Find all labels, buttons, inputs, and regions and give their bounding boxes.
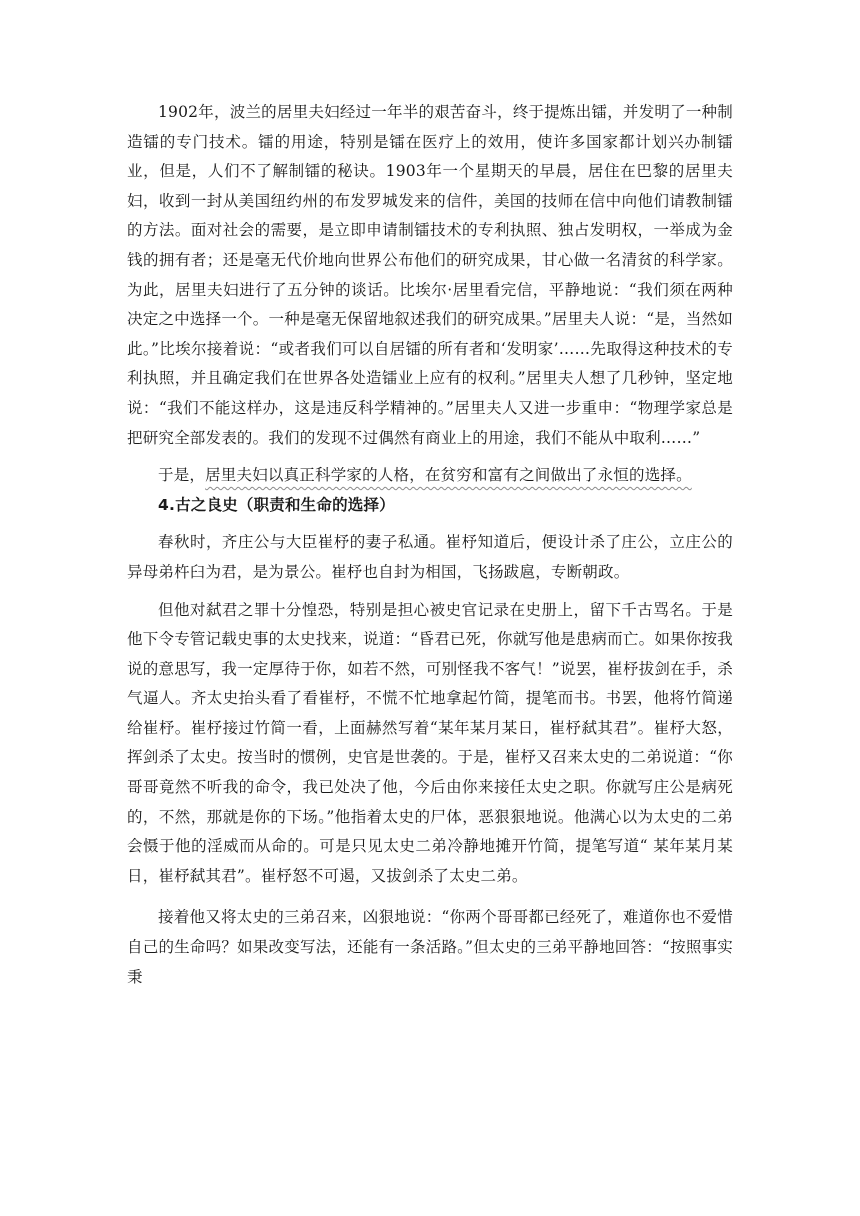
paragraph-curie-story: 1902年，波兰的居里夫妇经过一年半的艰苦奋斗，终于提炼出镭，并发明了一种制造镭的专门技术。镭的用途，特别是镭在医疗上的效用，使许多国家都计划兴办制镭业，但是，人们不了解制镭的秘诀。1903年一个星期天的早晨，居住在巴黎的居里夫妇，收到一封从美国纽约州的布发罗城发来的信件，美国的技师在信中向他们请教制镭的方法。面对社会的需要，是立即申请制镭技术的专利执照、独占发明权，一举成为金钱的拥有者；还是毫无代价地向世界公布他们的研究成果，甘心做一名清贫的科学家。为此，居里夫妇进行了五分钟的谈话。比埃尔·居里看完信，平静地说：“我们须在两种决定之中选择一个。一种是毫无保留地叙述我们的研究成果。”居里夫人说：“是，当然如此。”比埃尔接着说：“或者我们可以自居镭的所有者和‘发明家’……先取得这种技术的专利执照，并且确定我们在世界各处造镭业上应有的权利。”居里夫人想了几秒钟，坚定地说：“我们不能这样办，这是违反科学精神的。”居里夫人又进一步重申：“物理学家总是把研究全部发表的。我们的发现不过偶然有商业上的用途，我们不能从中取利……” [127, 103, 733, 447]
document-body [127, 98, 733, 992]
paragraph-third-brother: 接着他又将太史的三弟召来，凶狠地说：“你两个哥哥都已经死了，难道你也不爱惜自己的生命吗？如果改变写法，还能有一条活路。”但太史的三弟平静地回答：“按照事实秉 [127, 908, 733, 986]
underlined-conclusion: 居里夫妇以真正科学家的人格，在贫穷和富有之间做出了永恒的选择。 [205, 466, 692, 485]
paragraph-curie-conclusion [127, 461, 733, 491]
section-heading-4: 4.古之良史（职责和生命的选择） [158, 495, 395, 514]
paragraph-qi-zhuanggong: 春秋时，齐庄公与大臣崔杼的妻子私通。崔杼知道后，便设计杀了庄公，立庄公的异母弟杵臼为君，是为景公。崔杼也自封为相国，飞扬跋扈，专断朝政。 [127, 533, 733, 581]
conclusion-prefix: 于是， [158, 466, 206, 485]
paragraph-taishi-story: 但他对弑君之罪十分惶恐，特别是担心被史官记录在史册上，留下千古骂名。于是他下令专管记载史事的太史找来，说道：“昏君已死，你就写他是患病而亡。如果你按我说的意思写，我一定厚待于你，如若不然，可别怪我不客气！”说罢，崔杼拔剑在手，杀气逼人。齐太史抬头看了看崔杼，不慌不忙地拿起竹简，提笔而书。书罢，他将竹简递给崔杼。崔杼接过竹简一看，上面赫然写着“某年某月某日，崔杼弑其君”。崔杼大怒，挥剑杀了太史。按当时的惯例，史官是世袭的。于是，崔杼又召来太史的二弟说道：“你哥哥竟然不听我的命令，我已处决了他，今后由你来接任太史之职。你就写庄公是病死的，不然，那就是你的下场。”他指着太史的尸体，恶狠狠地说。他满心以为太史的二弟会慑于他的淫威而从命的。可是只见太史二弟冷静地摊开竹简，提笔写道“ 某年某月某日，崔杼弑其君”。崔杼怒不可遏，又拔剑杀了太史二弟。 [127, 600, 733, 885]
